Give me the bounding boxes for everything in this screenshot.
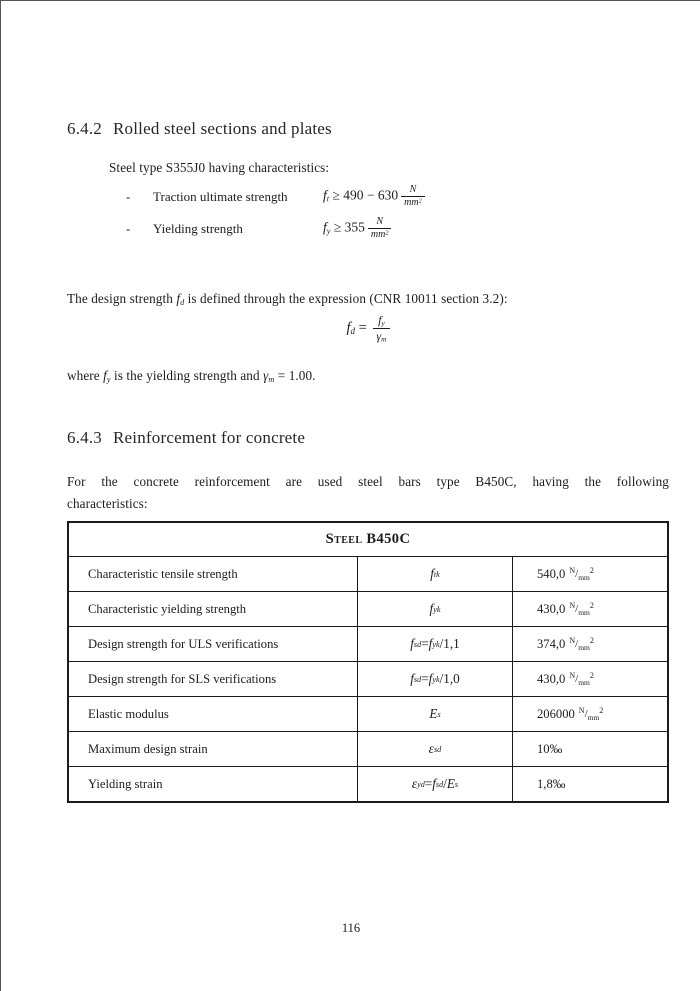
row-label: Maximum design strain (69, 732, 358, 766)
bullet-marker: - (126, 220, 131, 236)
bullet-item (67, 214, 669, 243)
value-unit: $^N/_{mm}^2$ (569, 601, 594, 617)
table-title: Steel B450C (69, 523, 667, 557)
value-unit: $^N/_{mm}^2$ (569, 566, 594, 582)
bullet-item (67, 182, 669, 211)
intro-paragraph: Steel type S355J0 having characteristics: (109, 160, 330, 175)
section-title: Reinforcement for concrete (113, 428, 306, 447)
value-unit: $^N/_{mm}^2$ (569, 671, 594, 687)
table-row (69, 662, 667, 697)
row-value (513, 662, 667, 696)
row-value (513, 767, 667, 801)
bullet-label: Traction ultimate strength (153, 188, 288, 204)
section-title: Rolled steel sections and plates (113, 119, 332, 138)
row-value (513, 592, 667, 626)
table-row (69, 697, 667, 732)
bullet-formula: fy ≥ 355 $\frac{N}{mm^2}$ (323, 217, 391, 240)
design-strength-equation: fd = $\frac{fy}{\gamma m}$ (67, 314, 669, 343)
table-row (69, 767, 667, 801)
row-value (513, 627, 667, 661)
value-unit: $^N/_{mm}^2$ (569, 636, 594, 652)
value-unit: $^N/_{mm}^2$ (578, 706, 604, 722)
row-label: Characteristic yielding strength (69, 592, 358, 626)
reinforcement-paragraph (67, 471, 669, 515)
value-number: 430,0 (537, 601, 566, 616)
table-row (69, 732, 667, 767)
row-formula: f yk (358, 592, 513, 626)
value-number: 206000 (537, 706, 575, 721)
section-number: 6.4.2 (67, 119, 102, 138)
row-label: Design strength for SLS verifications (69, 662, 358, 696)
section-number: 6.4.3 (67, 428, 102, 447)
bullet-marker: - (126, 188, 131, 204)
row-value (513, 732, 667, 766)
section-heading-642 (67, 119, 332, 139)
bullet-label: Yielding strength (153, 220, 243, 236)
row-formula: ε sd (358, 732, 513, 766)
row-formula: f tk (358, 557, 513, 591)
row-label: Characteristic tensile strength (69, 557, 358, 591)
row-formula: f sd = f yk /1,1 (358, 627, 513, 661)
table-row (69, 557, 667, 592)
value-number: 1,8‰ (537, 776, 566, 791)
section-heading-643 (67, 428, 305, 448)
row-value (513, 697, 667, 731)
row-formula: f sd = f yk /1,0 (358, 662, 513, 696)
paragraph-line: characteristics: (67, 496, 148, 511)
row-formula: E s (358, 697, 513, 731)
table-row (69, 592, 667, 627)
paragraph-line: For the concrete reinforcement are used steel bars type B450C, having the following (67, 474, 669, 489)
design-strength-paragraph: The design strength fd is defined through the expression (CNR 10011 section 3.2): (67, 291, 508, 307)
bullet-list (67, 182, 669, 246)
value-number: 374,0 (537, 636, 566, 651)
row-label: Elastic modulus (69, 697, 358, 731)
where-paragraph: where fy is the yielding strength and γm = 1.00. (67, 368, 316, 384)
row-formula: ε yd = f sd / E s (358, 767, 513, 801)
row-label: Design strength for ULS verifications (69, 627, 358, 661)
steel-b450c-table (67, 521, 669, 803)
page-number: 116 (341, 921, 361, 935)
value-number: 430,0 (537, 671, 566, 686)
value-number: 540,0 (537, 566, 566, 581)
table-row (69, 627, 667, 662)
row-label: Yielding strain (69, 767, 358, 801)
row-value (513, 557, 667, 591)
value-number: 10‰ (537, 741, 563, 756)
bullet-formula: ft ≥ 490 − 630 $\frac{N}{mm^2}$ (323, 185, 425, 208)
